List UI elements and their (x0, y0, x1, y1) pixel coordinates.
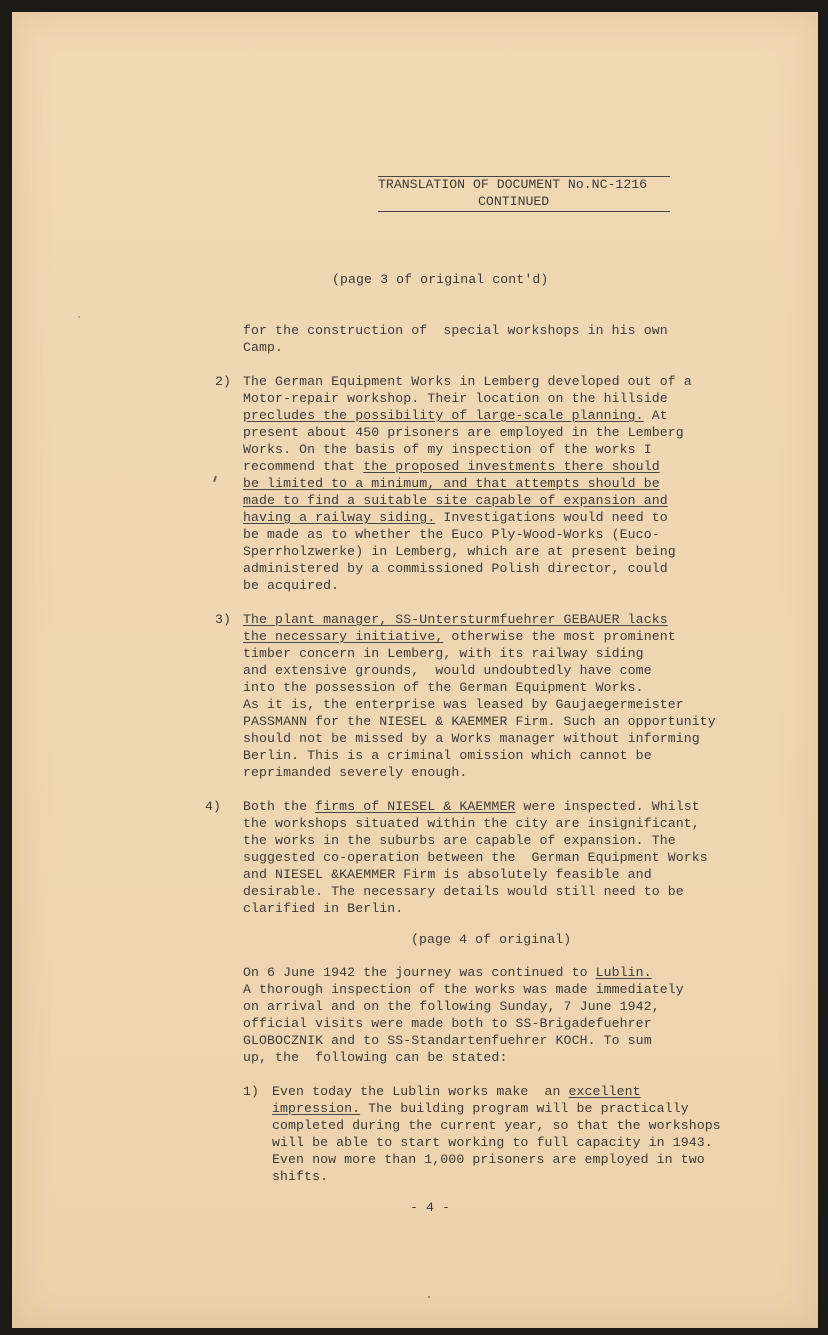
item2-line: having a railway siding. Investigations would need to (243, 510, 668, 525)
item-number: 4) (205, 799, 222, 814)
heading-subtitle: CONTINUED (478, 193, 550, 209)
item4-line: clarified in Berlin. (243, 901, 404, 916)
journey-line: On 6 June 1942 the journey was continued to Lublin. (243, 965, 652, 980)
page-number: - 4 - (410, 1200, 451, 1215)
item4-line: Both the firms of NIESEL & KAEMMER were inspected. Whilst (243, 799, 700, 814)
item-number: 3) (215, 612, 232, 627)
item2-line: recommend that the proposed investments there should (243, 459, 660, 474)
underlined-phrase: having a railway siding. (243, 510, 436, 525)
item2-line: present about 450 prisoners are employed in the Lemberg (243, 425, 684, 440)
item3-line: PASSMANN for the NIESEL & KAEMMER Firm. Such an opportunity (243, 714, 716, 729)
underlined-phrase: precludes the possibility of large-scale planning. (243, 408, 644, 423)
item3-line: The plant manager, SS-Untersturmfuehrer GEBAUER lacks (243, 612, 668, 627)
item2-line: be made as to whether the Euco Ply-Wood-Works (Euco- (243, 527, 660, 542)
item4-line: and NIESEL &KAEMMER Firm is absolutely feasible and (243, 867, 652, 882)
item2-line: Sperrholzwerke) in Lemberg, which are at present being (243, 544, 676, 559)
lublin1-line: will be able to start working to full capacity in 1943. (272, 1135, 713, 1150)
paper-speck (428, 1296, 430, 1298)
journey-line: up, the following can be stated: (243, 1050, 508, 1065)
intro-line: Camp. (243, 340, 284, 355)
lublin1-line: Even now more than 1,000 prisoners are employed in two (272, 1152, 705, 1167)
item3-line: timber concern in Lemberg, with its railway siding (243, 646, 644, 661)
lublin1-line: impression. The building program will be practically (272, 1101, 689, 1116)
item2-line: administered by a commissioned Polish director, could (243, 561, 668, 576)
item3-line: and extensive grounds, would undoubtedly have come (243, 663, 652, 678)
item2-line: The German Equipment Works in Lemberg developed out of a (243, 374, 692, 389)
underlined-phrase: the necessary initiative, (243, 629, 444, 644)
item3-line: Berlin. This is a criminal omission which cannot be (243, 748, 652, 763)
item2-line: Works. On the basis of my inspection of the works I (243, 442, 652, 457)
item4-line: suggested co-operation between the German Equipment Works (243, 850, 708, 865)
underlined-phrase: firms of NIESEL & KAEMMER (315, 799, 516, 814)
item3-line: As it is, the enterprise was leased by Gaujaegermeister (243, 697, 684, 712)
lublin1-line: shifts. (272, 1169, 329, 1184)
item-number: 1) (243, 1084, 260, 1099)
underlined-phrase: impression. (272, 1101, 361, 1116)
heading-title: TRANSLATION OF DOCUMENT No.NC-1216 (378, 177, 648, 192)
journey-line: A thorough inspection of the works was made immediately (243, 982, 684, 997)
item2-line: Motor-repair workshop. Their location on the hillside (243, 391, 668, 406)
journey-line: GLOBOCZNIK and to SS-Standartenfuehrer KOCH. To sum (243, 1033, 652, 1048)
item4-line: desirable. The necessary details would still need to be (243, 884, 684, 899)
page-note-mid: (page 4 of original) (411, 932, 572, 947)
item4-line: the works in the suburbs are capable of expansion. The (243, 833, 676, 848)
document-heading (378, 176, 670, 212)
item2-line: be acquired. (243, 578, 340, 593)
journey-line: on arrival and on the following Sunday, 7 June 1942, (243, 999, 660, 1014)
item2-line: precludes the possibility of large-scale planning. At (243, 408, 668, 423)
item2-line: be limited to a minimum, and that attempts should be (243, 476, 660, 491)
item3-line: should not be missed by a Works manager without informing (243, 731, 700, 746)
page-note-top: (page 3 of original cont'd) (332, 272, 549, 287)
item4-line: the workshops situated within the city are insignificant, (243, 816, 700, 831)
underlined-phrase: excellent (568, 1084, 641, 1099)
item2-line: made to find a suitable site capable of expansion and (243, 493, 668, 508)
paper-speck (78, 316, 80, 318)
item3-line: into the possession of the German Equipment Works. (243, 680, 644, 695)
lublin1-line: Even today the Lublin works make an excellent (272, 1084, 641, 1099)
item-number: 2) (215, 374, 232, 389)
journey-line: official visits were made both to SS-Brigadefuehrer (243, 1016, 652, 1031)
lublin1-line: completed during the current year, so that the workshops (272, 1118, 721, 1133)
item3-line: the necessary initiative, otherwise the most prominent (243, 629, 676, 644)
item3-line: reprimanded severely enough. (243, 765, 468, 780)
intro-line: for the construction of special workshops in his own (243, 323, 668, 338)
underlined-phrase: Lublin. (595, 965, 652, 980)
underlined-phrase: the proposed investments there should (363, 459, 660, 474)
